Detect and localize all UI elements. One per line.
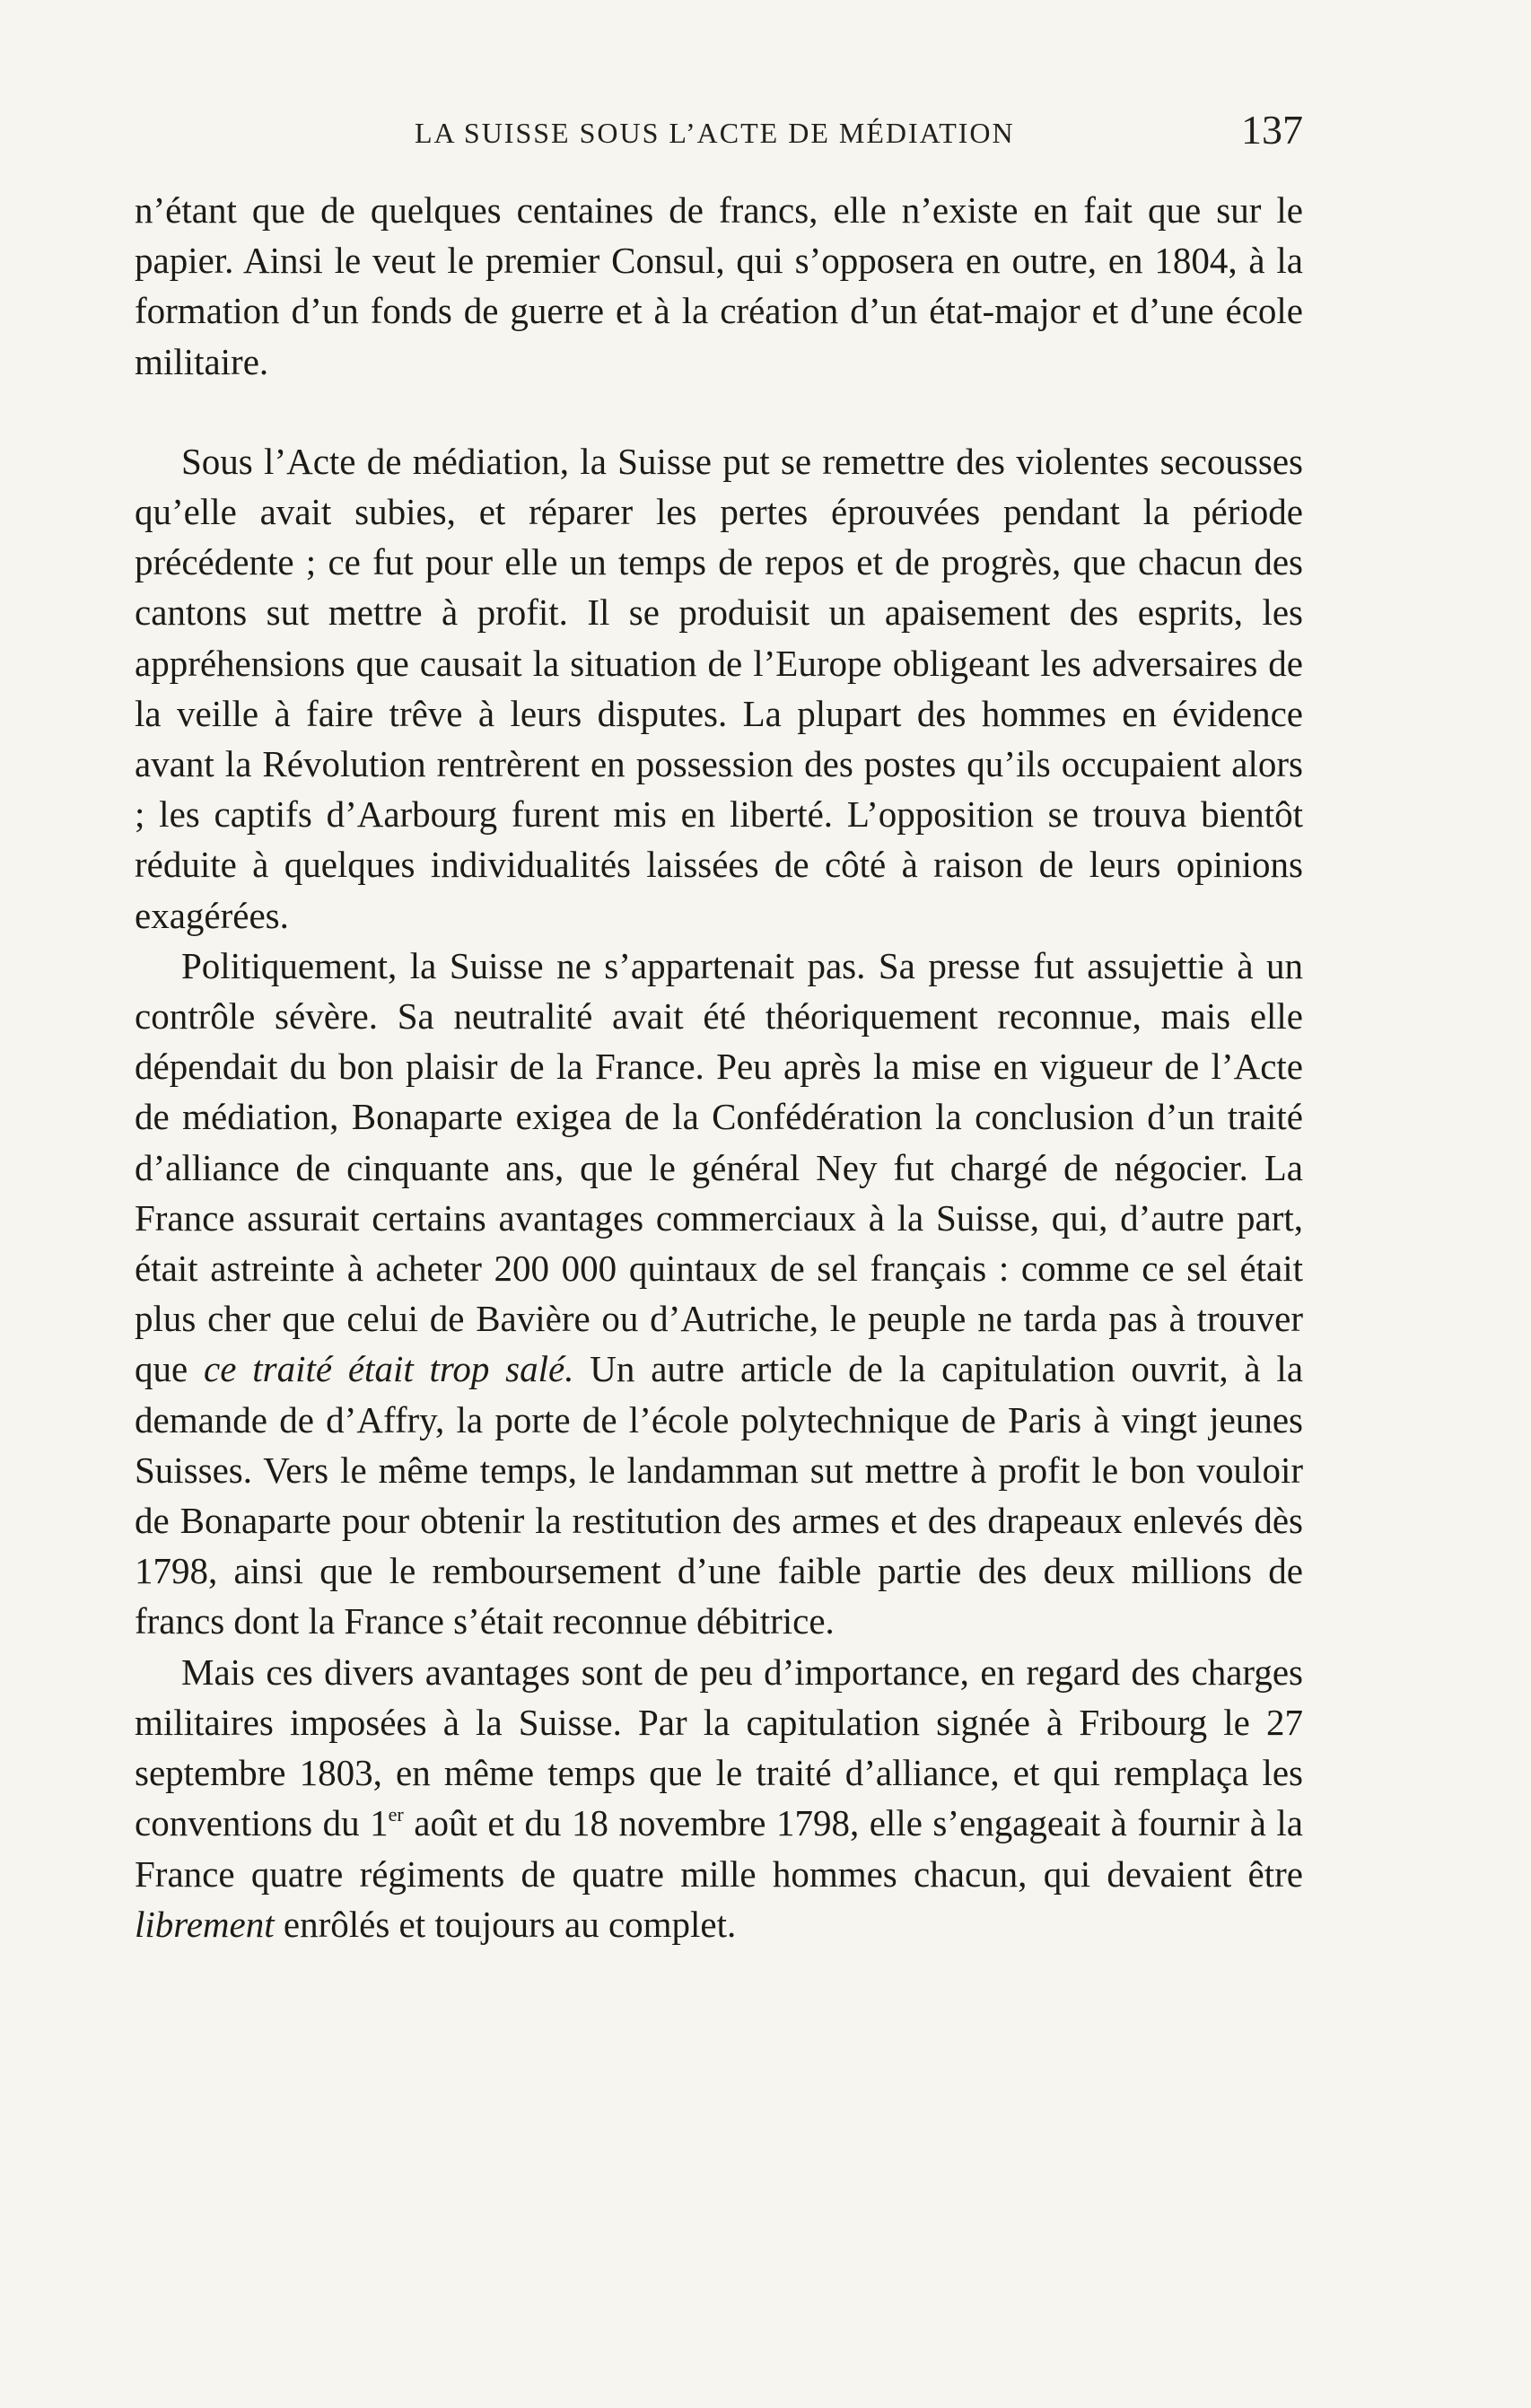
body-text [135,185,1303,1949]
paragraph-4-text-a: Mais ces divers avantages sont de peu d’importance, en regard des charges militaires imposées à la Suisse. Par la capitulation signée à Fribourg le 27 septembre 1803, en même temps que le traité d’alliance, et qui remplaça les conventions du 1 [135,1651,1303,1844]
paragraph-2: Sous l’Acte de médiation, la Suisse put se remettre des violentes secousses qu’elle avait subies, et réparer les pertes éprouvées pendant la période précédente ; ce fut pour elle un temps de repos et de progrès, que chacun des cantons sut mettre à profit. Il se produisit un apaisement des esprits, les appréhensions que causait la situation de l’Europe obligeant les adversaires de la veille à faire trêve à leurs disputes. La plupart des hommes en évidence avant la Révolution rentrèrent en possession des postes qu’ils occupaient alors ; les captifs d’Aarbourg furent mis en liberté. L’opposition se trouva bientôt réduite à quelques individualités laissées de côté à raison de leurs opinions exagérées. [135,440,1303,936]
paragraph-4-text-c: enrôlés et toujours au complet. [283,1903,737,1945]
paragraph-3-text-b: Un autre article de la capitulation ouvrit, à la demande de d’Affry, la porte de l’école polytechnique de Paris à vingt jeunes Suisses. Vers le même temps, le landamman sut mettre à profit le bon vouloir de Bonaparte pour obtenir la restitution des armes et des drapeaux enlevés dès 1798, ainsi que le remboursement d’une faible partie des deux millions de francs dont la France s’était reconnue débitrice. [135,1348,1304,1642]
page-number: 137 [1241,107,1303,153]
italic-phrase-traite-sale: ce traité était trop salé. [204,1348,574,1390]
paragraph-4-text-b: août et du 18 novembre 1798, elle s’engageait à fournir à la France quatre régiments de quatre mille hommes chacun, qui devaient être [135,1802,1303,1895]
page-header [135,106,1303,160]
paragraph-3 [135,941,1303,1647]
paragraph-4 [135,1647,1303,1949]
superscript-er: er [388,1803,404,1826]
italic-word-librement: librement [135,1903,275,1945]
running-title: LA SUISSE SOUS L’ACTE DE MÉDIATION [415,117,1015,149]
paragraph-1: n’étant que de quelques centaines de francs, elle n’existe en fait que sur le papier. Ainsi le veut le premier Consul, qui s’opposera en outre, en 1804, à la formation d’un fonds de guerre et à la création d’un état-major et d’une école militaire. [135,189,1303,382]
paragraph-3-text-a: Politiquement, la Suisse ne s’appartenait pas. Sa presse fut assujettie à un contrôle sévère. Sa neutralité avait été théoriquement reconnue, mais elle dépendait du bon plaisir de la France. Peu après la mise en vigueur de l’Acte de médiation, Bonaparte exigea de la Confédération la conclusion d’un traité d’alliance de cinquante ans, que le général Ney fut chargé de négocier. La France assurait certains avantages commerciaux à la Suisse, qui, d’autre part, était astreinte à acheter 200 000 quintaux de sel français : comme ce sel était plus cher que celui de Bavière ou d’Autriche, le peuple ne tarda pas à trouver que [135,944,1303,1390]
